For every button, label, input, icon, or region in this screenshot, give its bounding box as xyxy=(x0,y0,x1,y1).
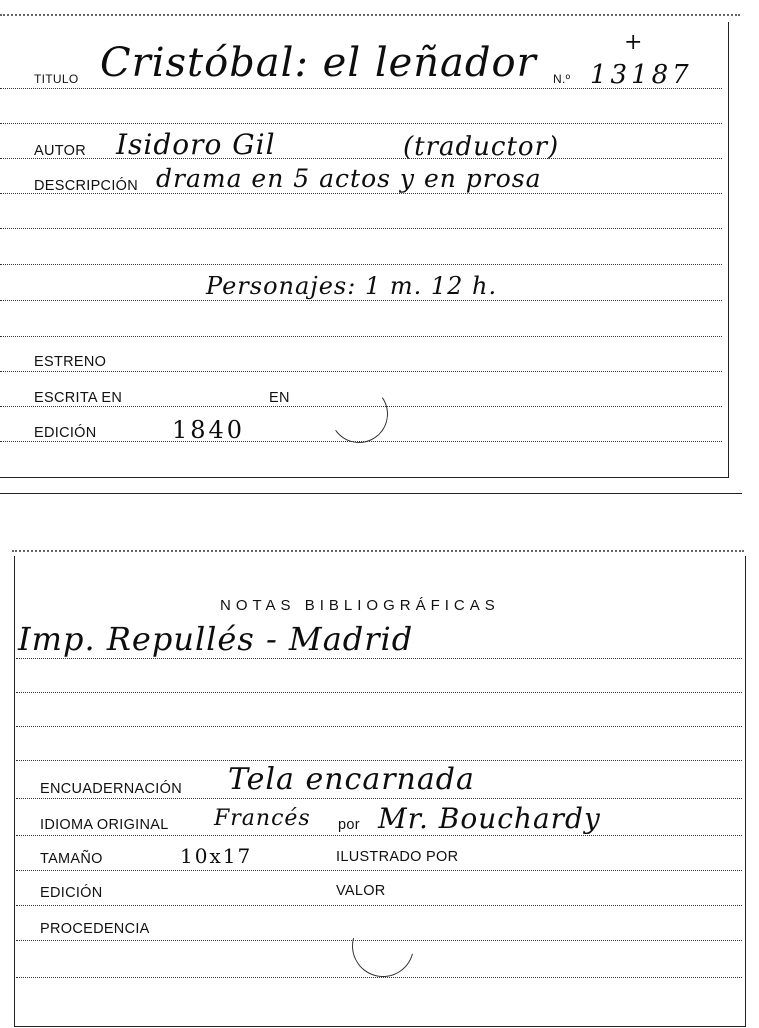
catalog-card-front xyxy=(0,0,759,495)
numero-label: N.º xyxy=(553,72,571,86)
escrita-en-label: ESCRITA EN xyxy=(34,390,123,406)
ruled-line xyxy=(16,760,742,761)
ruled-line xyxy=(0,371,722,372)
card-bottom-edge xyxy=(0,493,742,494)
ruled-line xyxy=(16,726,742,727)
autor-label: AUTOR xyxy=(34,143,86,159)
cross-mark: + xyxy=(624,30,644,55)
titulo-value: Cristóbal: el leñador xyxy=(100,40,537,86)
tamano-label: TAMAÑO xyxy=(40,851,103,867)
procedencia-label: PROCEDENCIA xyxy=(40,921,150,937)
ruled-line xyxy=(16,870,742,871)
estreno-label: ESTRENO xyxy=(34,354,107,370)
card-top-edge xyxy=(0,14,740,20)
ruled-line xyxy=(16,798,742,799)
autor-value: Isidoro Gil xyxy=(116,128,276,161)
ruled-line xyxy=(0,264,722,265)
notas-heading: NOTAS BIBLIOGRÁFICAS xyxy=(220,597,500,614)
ruled-line xyxy=(0,336,722,337)
notas-value: Imp. Repullés - Madrid xyxy=(18,620,414,658)
catalog-card-back xyxy=(0,540,759,1028)
edicion-label: EDICIÓN xyxy=(34,425,97,441)
valor-label: VALOR xyxy=(336,883,386,899)
en-label: EN xyxy=(269,390,290,406)
idioma-label: IDIOMA ORIGINAL xyxy=(40,817,169,833)
ruled-line xyxy=(0,300,722,301)
por-label: por xyxy=(338,817,360,833)
personajes-note: Personajes: 1 m. 12 h. xyxy=(206,272,498,300)
encuadernacion-label: ENCUADERNACIÓN xyxy=(40,781,182,797)
idioma-value: Francés xyxy=(214,806,311,831)
ruled-line xyxy=(0,228,722,229)
ruled-line xyxy=(0,123,722,124)
edicion-value: 1840 xyxy=(172,416,246,444)
ilustrado-label: ILUSTRADO POR xyxy=(336,849,459,865)
ruled-line xyxy=(16,692,742,693)
edicion-label: EDICIÓN xyxy=(40,885,103,901)
autor-note: (traductor) xyxy=(403,132,560,162)
descripcion-value: drama en 5 actos y en prosa xyxy=(156,164,542,193)
ruled-line xyxy=(16,835,742,836)
titulo-label: TITULO xyxy=(34,72,79,86)
numero-value: 13187 xyxy=(590,60,693,90)
descripcion-label: DESCRIPCIÓN xyxy=(34,178,139,194)
encuadernacion-value: Tela encarnada xyxy=(228,762,475,797)
por-value: Mr. Bouchardy xyxy=(378,802,601,835)
ruled-line xyxy=(16,658,742,659)
ruled-line xyxy=(16,905,742,906)
ruled-line xyxy=(0,158,722,159)
tamano-value: 10x17 xyxy=(180,844,253,868)
